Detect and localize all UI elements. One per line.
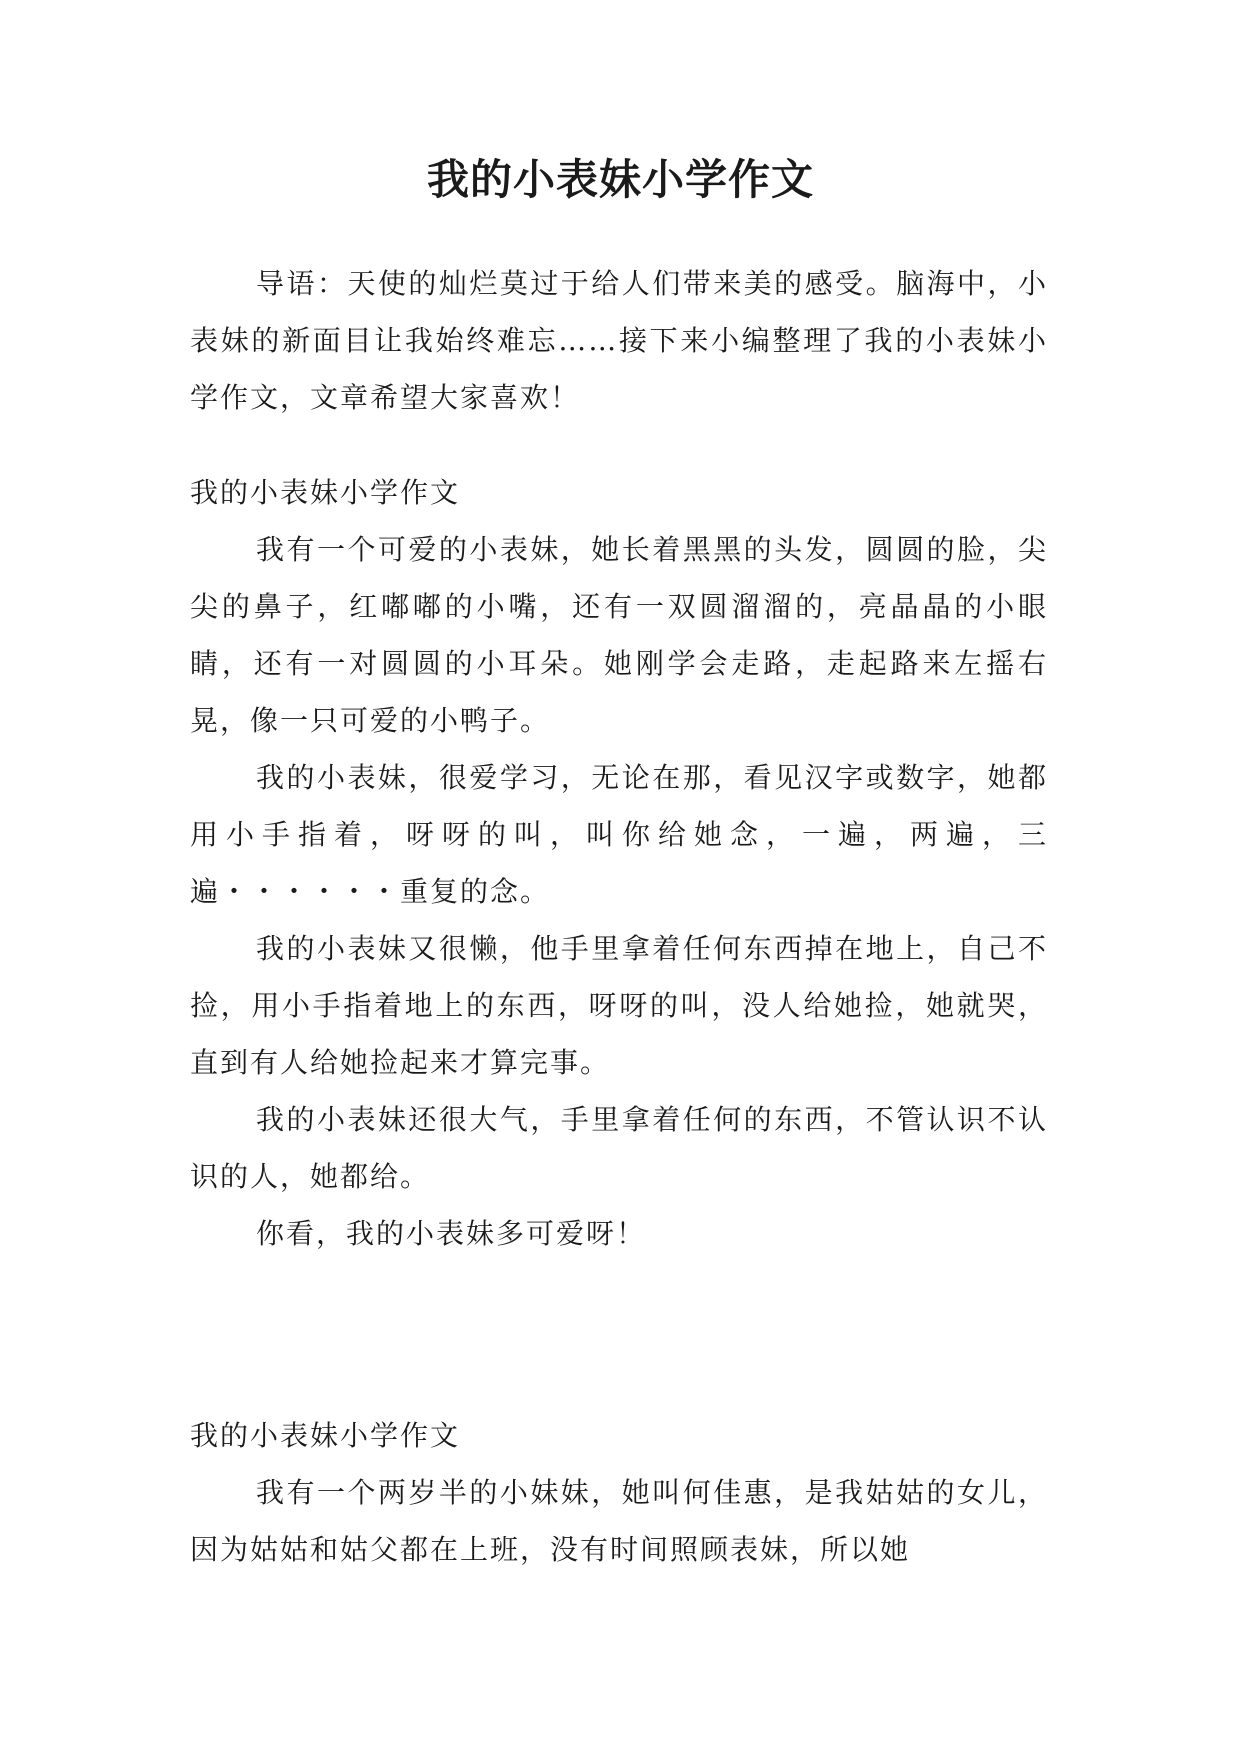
paragraph: 我有一个可爱的小表妹，她长着黑黑的头发，圆圆的脸，尖尖的鼻子，红嘟嘟的小嘴，还有一双圆溜溜的，亮晶晶的小眼睛，还有一对圆圆的小耳朵。她刚学会走路，走起路来左摇右晃，像一只可爱的小鸭子。 [190,533,1048,737]
essay-section-1 [190,464,1048,1262]
paragraph: 我的小表妹又很懒，他手里拿着任何东西掉在地上，自己不捡，用小手指着地上的东西，呀呀的叫，没人给她捡，她就哭，直到有人给她捡起来才算完事。 [190,932,1048,1079]
paragraph: 我的小表妹还很大气，手里拿着任何的东西，不管认识不认识的人，她都给。 [190,1103,1048,1193]
paragraph: 你看，我的小表妹多可爱呀！ [256,1217,647,1250]
intro-paragraph: 导语：天使的灿烂莫过于给人们带来美的感受。脑海中，小表妹的新面目让我始终难忘……接下来小编整理了我的小表妹小学作文，文章希望大家喜欢！ [190,267,1048,414]
document-title: 我的小表妹小学作文 [426,155,814,204]
essay-section-2 [190,1407,1048,1578]
section-heading: 我的小表妹小学作文 [190,1419,461,1452]
paragraph: 我的小表妹，很爱学习，无论在那，看见汉字或数字，她都用小手指着，呀呀的叫，叫你给她念，一遍，两遍，三遍・・・・・・重复的念。 [190,761,1048,908]
intro-block [190,255,1048,426]
paragraph: 我有一个两岁半的小妹妹，她叫何佳惠，是我姑姑的女儿，因为姑姑和姑父都在上班，没有时间照顾表妹，所以她 [190,1476,1048,1566]
section-heading: 我的小表妹小学作文 [190,476,461,509]
